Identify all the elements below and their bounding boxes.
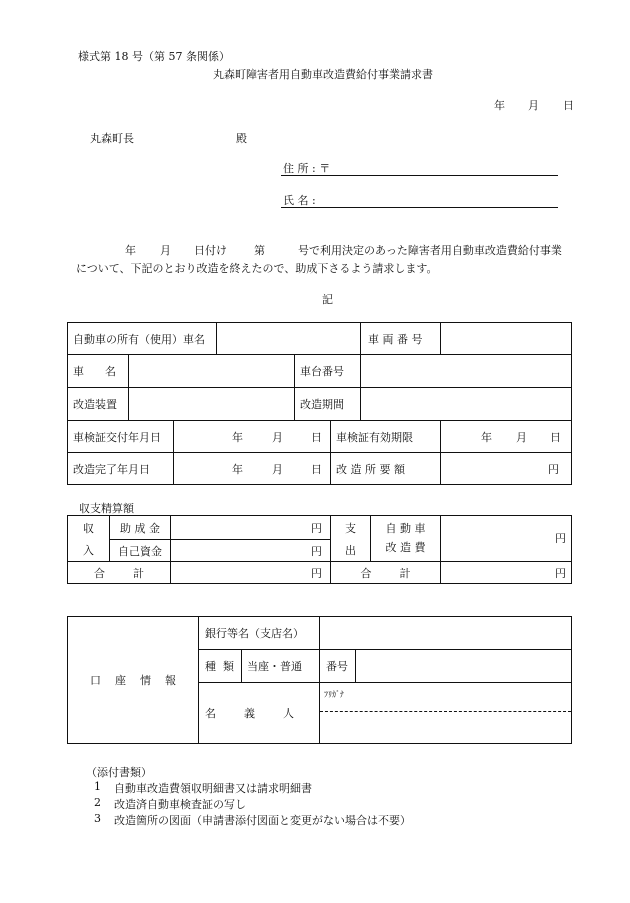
completion-month: 月: [272, 462, 283, 476]
car-mod-yen: 円: [555, 532, 566, 545]
date-month: 月: [528, 99, 539, 112]
bank-label: 銀行等名（支店名）: [205, 627, 304, 640]
income-label-top: 収: [83, 521, 94, 535]
date-day: 日: [563, 99, 574, 112]
attachment-3-text: 改造箇所の図面（申請書添付図面と変更がない場合は不要）: [114, 814, 411, 827]
own-funds-yen: 円: [311, 544, 322, 558]
expense-label-top: 支: [345, 521, 356, 535]
address-underline: [281, 175, 558, 176]
subsidy-label: 助 成 金: [120, 521, 160, 535]
form-title: 丸森町障害者用自動車改造費給付事業請求書: [213, 68, 433, 81]
ki-mark: 記: [322, 293, 333, 306]
own-funds-label: 自己資金: [118, 544, 162, 558]
chassis-label: 車台番号: [300, 365, 344, 378]
body-line1-rest: 号で利用決定のあった障害者用自動車改造費給付事業: [298, 244, 562, 257]
completion-label: 改造完了年月日: [73, 462, 150, 476]
income-label-bottom: 入: [83, 544, 94, 557]
subsidy-yen: 円: [311, 521, 322, 535]
account-section-label: 口 座 情 報: [90, 674, 176, 687]
addressee-honorific: 殿: [236, 132, 247, 145]
number-label: 番号: [326, 660, 348, 673]
completion-day: 日: [311, 462, 322, 476]
furigana-label: ﾌﾘｶﾞﾅ: [324, 690, 344, 699]
car-mod-label-2: 改 造 費: [385, 540, 426, 554]
attachment-1-no: 1: [94, 780, 101, 793]
address-label: 住 所 : 〒: [283, 162, 331, 175]
expense-total-label: 合 計: [360, 566, 411, 580]
expense-total-yen: 円: [555, 566, 566, 580]
device-label: 改造装置: [73, 398, 117, 411]
attachment-2-text: 改造済自動車検査証の写し: [114, 798, 246, 811]
inspection-expiry-label: 車検証有効期限: [336, 430, 413, 444]
attachment-1-text: 自動車改造費領収明細書又は請求明細書: [114, 782, 312, 795]
cost-label: 改 造 所 要 額: [336, 462, 405, 476]
inspection-issue-label: 車検証交付年月日: [73, 430, 161, 444]
type-label: 種 類: [205, 660, 234, 673]
cost-yen: 円: [548, 462, 559, 476]
addressee-name: 丸森町長: [90, 132, 134, 145]
body-year: 年: [125, 244, 136, 257]
expiry-year: 年: [481, 430, 492, 444]
name-underline: [281, 207, 558, 208]
body-month: 月: [160, 244, 171, 257]
type-value: 当座・普通: [247, 660, 302, 673]
period-label: 改造期間: [300, 398, 344, 411]
expiry-day: 日: [550, 430, 561, 444]
holder-label: 名 義 人: [205, 707, 294, 720]
expense-label-bottom: 出: [345, 544, 356, 557]
body-no: 第: [254, 244, 265, 257]
owner-label: 自動車の所有（使用）車名: [73, 332, 205, 346]
attachment-3-no: 3: [94, 812, 101, 825]
model-label: 車 名: [73, 365, 116, 378]
attachments-title: （添付書類）: [86, 766, 152, 779]
issue-month: 月: [272, 430, 283, 444]
name-label: 氏 名 :: [283, 194, 316, 207]
attachment-2-no: 2: [94, 796, 101, 809]
budget-title: 収支精算額: [79, 502, 134, 515]
car-mod-label-1: 自 動 車: [385, 521, 426, 535]
plate-label: 車 両 番 号: [368, 332, 423, 346]
completion-year: 年: [232, 462, 243, 476]
income-total-label: 合 計: [94, 566, 144, 580]
form-number: 様式第 18 号（第 57 条関係）: [78, 50, 230, 63]
issue-day: 日: [311, 430, 322, 444]
date-year: 年: [494, 99, 505, 112]
body-line2: について、下記のとおり改造を終えたので、助成下さるよう請求します。: [76, 262, 438, 275]
expiry-month: 月: [516, 430, 527, 444]
issue-year: 年: [232, 430, 243, 444]
body-day: 日付け: [194, 244, 227, 257]
income-total-yen: 円: [311, 566, 322, 580]
